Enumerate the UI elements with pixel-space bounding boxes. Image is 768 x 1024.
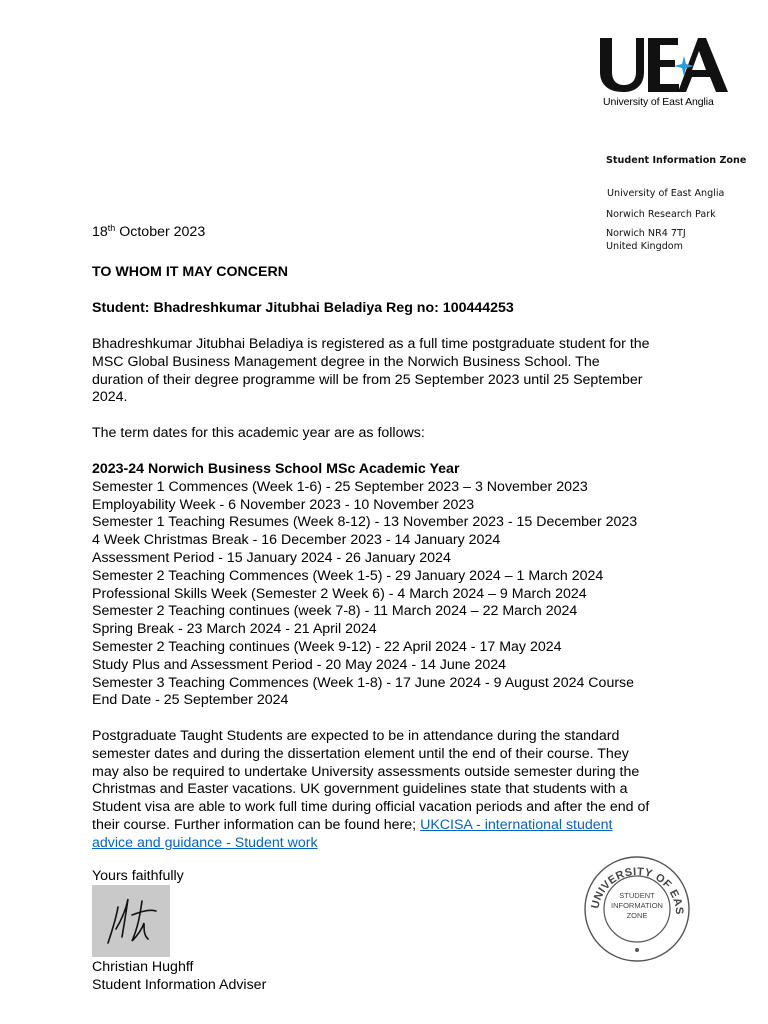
attendance-line: semester dates and during the dissertation element until the end of their course. They [92,745,629,762]
logo-caption: University of East Anglia [603,96,714,108]
closing: Yours faithfully [92,868,184,884]
intro-line: duration of their degree programme will be from 25 September 2023 until 25 September [92,371,643,388]
term-line: Semester 2 Teaching continues (Week 9-12) - 22 April 2024 - 17 May 2024 [92,638,562,655]
signatory-title: Student Information Adviser [92,977,267,993]
intro-paragraph [92,336,732,407]
term-line: Employability Week - 6 November 2023 - 10 November 2023 [92,496,475,513]
signature-scribble [92,885,170,957]
intro-line: Bhadreshkumar Jitubhai Beladiya is registered as a full time postgraduate student for the [92,336,650,352]
student-details: Student: Bhadreshkumar Jitubhai Beladiya Reg no: 100444253 [92,300,514,316]
date-day: 18 [92,224,108,240]
address-line-3: Norwich NR4 7TJ [606,228,686,239]
signature-image [92,885,170,957]
attendance-line: Christmas and Easter vacations. UK government guidelines state that students with a [92,781,628,798]
date-rest: October 2023 [115,224,206,240]
term-intro: The term dates for this academic year are as follows: [92,425,425,441]
term-heading: 2023-24 Norwich Business School MSc Academic Year [92,461,460,477]
address-line-4: United Kingdom [606,241,684,252]
term-dates-list [92,461,732,710]
attendance-line: Student visa are able to work full time during official vacation periods and after the end of [92,799,650,816]
stamp-center-line-1: STUDENT [619,891,655,900]
attendance-line: may also be required to undertake University assessments outside semester during the [92,763,640,780]
stamp-graphic [578,852,696,964]
address-line-1: University of East Anglia [607,188,725,199]
address-line-2: Norwich Research Park [606,209,716,220]
uea-logo [598,36,730,94]
attendance-line: Postgraduate Taught Students are expected to be in attendance during the standard [92,728,620,744]
university-stamp [578,852,696,964]
term-line: Assessment Period - 15 January 2024 - 26 January 2024 [92,549,451,566]
term-line: End Date - 25 September 2024 [92,692,289,709]
department-name: Student Information Zone [606,155,747,166]
letter-date [92,224,205,242]
intro-line: 2024. [92,389,128,406]
attendance-line [92,835,732,853]
term-line: Semester 3 Teaching Commences (Week 1-8) - 17 June 2024 - 9 August 2024 Course [92,674,635,691]
term-line: Semester 1 Teaching Resumes (Week 8-12) - 13 November 2023 - 15 December 2023 [92,514,638,531]
stamp-ring-text: UNIVERSITY OF EAS [589,865,686,916]
term-line: 4 Week Christmas Break - 16 December 2023 - 14 January 2024 [92,532,501,549]
stamp-center-line-2: INFORMATION [611,901,663,910]
signatory-name: Christian Hughff [92,959,194,975]
attendance-line [92,817,732,835]
ukcisa-link-part-2[interactable]: advice and guidance - Student work [92,834,318,851]
intro-line: MSC Global Business Management degree in the Norwich Business School. The [92,353,600,370]
attendance-paragraph [92,728,732,853]
date-suffix: th [107,223,116,233]
uea-wordmark [598,36,730,94]
ukcisa-link-part-1[interactable]: UKCISA - international student [420,816,613,833]
term-line: Study Plus and Assessment Period - 20 May 2024 - 14 June 2024 [92,656,507,673]
attendance-last-prefix: their course. Further information can be found here; [92,816,421,833]
salutation: TO WHOM IT MAY CONCERN [92,264,289,280]
term-line: Spring Break - 23 March 2024 - 21 April 2024 [92,621,377,638]
stamp-center-line-3: ZONE [626,911,648,920]
term-line: Semester 1 Commences (Week 1-6) - 25 September 2023 – 3 November 2023 [92,478,588,495]
term-line: Professional Skills Week (Semester 2 Week 6) - 4 March 2024 – 9 March 2024 [92,585,587,602]
term-line: Semester 2 Teaching Commences (Week 1-5) - 29 January 2024 – 1 March 2024 [92,567,604,584]
term-line: Semester 2 Teaching continues (week 7-8) - 11 March 2024 – 22 March 2024 [92,603,578,620]
